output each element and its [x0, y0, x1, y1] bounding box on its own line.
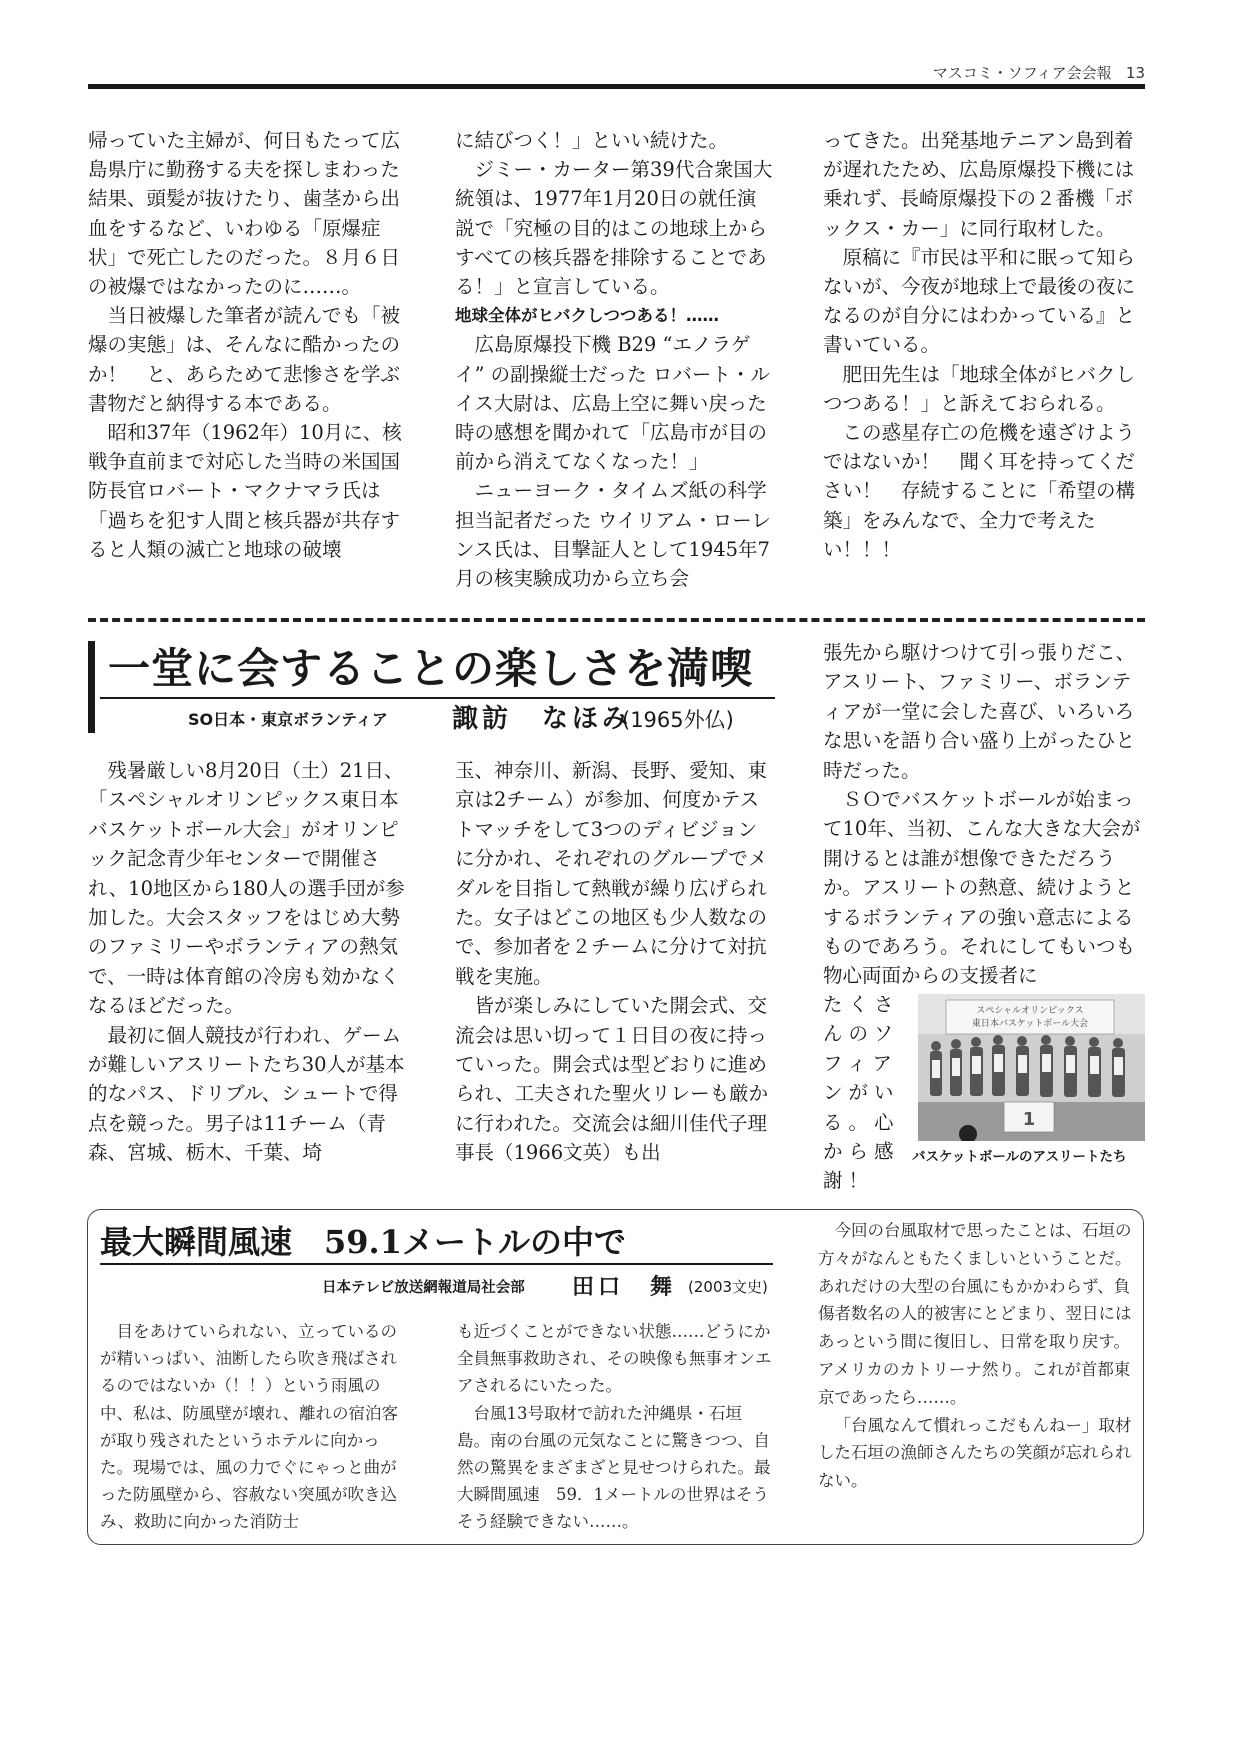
paragraph: に結びつく！」といい続けた。 — [455, 129, 729, 152]
header-rule — [88, 84, 1145, 89]
paragraph: も近づくことができない状態……どうにか全員無事救助され、その映像も無事オンエアされるにいたった。 — [457, 1322, 772, 1396]
article-title: 最大瞬間風速 59.1メートルの中で — [100, 1223, 626, 1261]
title-bar — [88, 641, 95, 733]
author-name: 諏訪 なほみ — [452, 704, 633, 734]
subheading: 地球全体がヒバクしつつある！…… — [455, 306, 719, 326]
newsletter-title: マスコミ・ソフィア会会報 — [932, 64, 1112, 82]
author-organization: 日本テレビ放送網報道局社会部 — [322, 1280, 525, 1296]
paragraph: 皆が楽しみにしていた開会式、交流会は思い切って１日目の夜に持っていった。開会式は型どおりに進められ、工夫された聖火リレーも厳かに行われた。交流会は細川佳代子理事長（1966文英）も出 — [455, 994, 769, 1165]
article3-column-3 — [818, 1217, 1134, 1495]
article-title: 一堂に会することの楽しさを満喫 — [108, 644, 754, 693]
author-class: (1965外仏) — [622, 708, 734, 732]
paragraph: 昭和37年（1962年）10月に、核戦争直前まで対応した当時の米国国防長官ロバート・マクナマラ氏は「過ちを犯す人間と核兵器が共存すると人類の滅亡と地球の破壊 — [88, 421, 402, 561]
photo-banner-line-2: 東日本バスケットボール大会 — [971, 1019, 1089, 1029]
photo-banner-line-1: スペシャルオリンピックス — [976, 1006, 1084, 1016]
section-divider — [88, 618, 1145, 622]
article3-column-2 — [457, 1318, 773, 1536]
paragraph: たくさんのソフィアンがいる。心から感謝！ — [823, 993, 900, 1193]
paragraph: 張先から駆けつけて引っ張りだこ、アスリート、ファミリー、ボランティアが一堂に会した喜び、いろいろな思いを語り合い盛り上がったひと時だった。 — [823, 641, 1136, 782]
article2-column-3-narrow — [823, 990, 913, 1196]
paragraph: 台風13号取材で訪れた沖縄県・石垣島。南の台風の元気なことに驚きつつ、自然の驚異をまざまざと見せつけられた。最大瞬間風速 59．1メートルの世界はそうそう経験できない……。 — [457, 1403, 771, 1532]
page-number: 13 — [1125, 64, 1145, 82]
paragraph: 今回の台風取材で思ったことは、石垣の方々がなんともたくましいということだ。あれだけの大型の台風にもかかわらず、負傷者数名の人的被害にとどまり、翌日にはあっという間に復旧し、日常を取り戻す。アメリカのカトリーナ然り。これが首都東京であったら……。 — [818, 1221, 1132, 1407]
article1-column-2 — [455, 126, 773, 593]
paragraph: 玉、神奈川、新潟、長野、愛知、東京は2チーム）が参加、何度かテストマッチをして3つのディビジョンに分かれ、それぞれのグループでメダルを目指して熱戦が繰り広げられた。女子はどこの地区も少人数なので、参加者を２チームに分けて対抗戦を実施。 — [455, 759, 768, 988]
paragraph: ジミー・カーター第39代合衆国大統領は、1977年1月20日の就任演説で「究極の目的はこの地球上からすべての核兵器を排除することである！」と宣言している。 — [455, 158, 773, 299]
article2-column-1 — [88, 756, 406, 1168]
paragraph: 広島原爆投下機 B29 “エノラゲイ” の副操縦士だった ロバート・ルイス大尉は、広島上空に舞い戻った時の感想を聞かれて「広島市が目の前から消えてなくなった！」 — [455, 333, 770, 474]
page-header — [860, 62, 1145, 83]
paragraph: 「台風なんて慣れっこだもんねー」取材した石垣の漁師さんたちの笑顔が忘れられない。 — [818, 1415, 1132, 1491]
paragraph: 当日被爆した筆者が読んでも「被爆の実態」は、そんなに酷かったのか！ と、あらためて悲惨さを学ぶ書物だと納得する本である。 — [88, 304, 401, 415]
paragraph: この惑星存亡の危機を遠ざけようではないか！ 聞く耳を持ってください！ 存続することに「希望の構築」をみんなで、全力で考えたい！！！ — [823, 421, 1136, 561]
paragraph: 原稿に『市民は平和に眠って知らないが、今夜が地球上で最後の夜になるのが自分にはわかっている』と書いている。 — [823, 245, 1136, 357]
article1-column-3 — [823, 126, 1141, 564]
photo-caption: バスケットボールのアスリートたち — [912, 1149, 1127, 1165]
article3-column-1 — [100, 1318, 410, 1536]
paragraph: 最初に個人競技が行われ、ゲームが難しいアスリートたち30人が基本的なパス、ドリブル、シュートで得点を競った。男子は11チーム（青森、宮城、栃木、千葉、埼 — [88, 1023, 405, 1165]
basketball-photo — [918, 994, 1145, 1141]
paragraph: ニューヨーク・タイムズ紙の科学担当記者だった ウイリアム・ローレンス氏は、目撃証人として1945年7月の核実験成功から立ち会 — [455, 479, 771, 591]
author-organization: SO日本・東京ボランティア — [188, 710, 388, 729]
podium-number: 1 — [1022, 1109, 1036, 1130]
article1-column-1 — [88, 126, 406, 564]
author-class: (2003文史) — [688, 1278, 768, 1296]
paragraph: 肥田先生は「地球全体がヒバクしつつある！」と訴えておられる。 — [823, 362, 1136, 415]
paragraph: 残暑厳しい8月20日（土）21日、「スペシャルオリンピックス東日本バスケットボール大会」がオリンピック記念青少年センターで開催され、10地区から180人の選手団が参加した。大会スタッフをはじめ大勢のファミリーやボランティアの熱気で、一時は体育館の冷房も効かなくなるほどだった。 — [88, 759, 405, 1018]
paragraph: 目をあけていられない、立っているのが精いっぱい、油断したら吹き飛ばされるのではないか（！！）という雨風の中、私は、防風壁が壊れ、離れの宿泊客が取り残されたというホテルに向かった。現場では、風の力でぐにゃっと曲がった防風壁から、容赦ない突風が吹き込み、救助に向かった消防士 — [100, 1322, 398, 1532]
author-name: 田口 舞 — [572, 1274, 677, 1300]
photo-illustration — [918, 994, 1145, 1141]
title-rule — [100, 1263, 773, 1265]
title-rule — [100, 697, 775, 699]
paragraph: 帰っていた主婦が、何日もたって広島県庁に勤務する夫を探しまわった結果、頭髪が抜けたり、歯茎から出血をするなど、いわゆる「原爆症状」で死亡したのだった。８月６日の被爆ではなかったのに……。 — [88, 129, 401, 299]
paragraph: ＳＯでバスケットボールが始まって10年、当初、こんな大きな大会が開けるとは誰が想像できただろうか。アスリートの熱意、続けようとするボランティアの強い意志によるものであろう。それにしてもいつも物心両面からの支援者に — [823, 788, 1141, 988]
article2-column-3 — [823, 638, 1143, 991]
paragraph: ってきた。出発基地テニアン島到着が遅れたため、広島原爆投下機には乗れず、長崎原爆投下の２番機「ボックス・カー」に同行取材した。 — [823, 129, 1135, 240]
article2-column-2 — [455, 756, 773, 1168]
